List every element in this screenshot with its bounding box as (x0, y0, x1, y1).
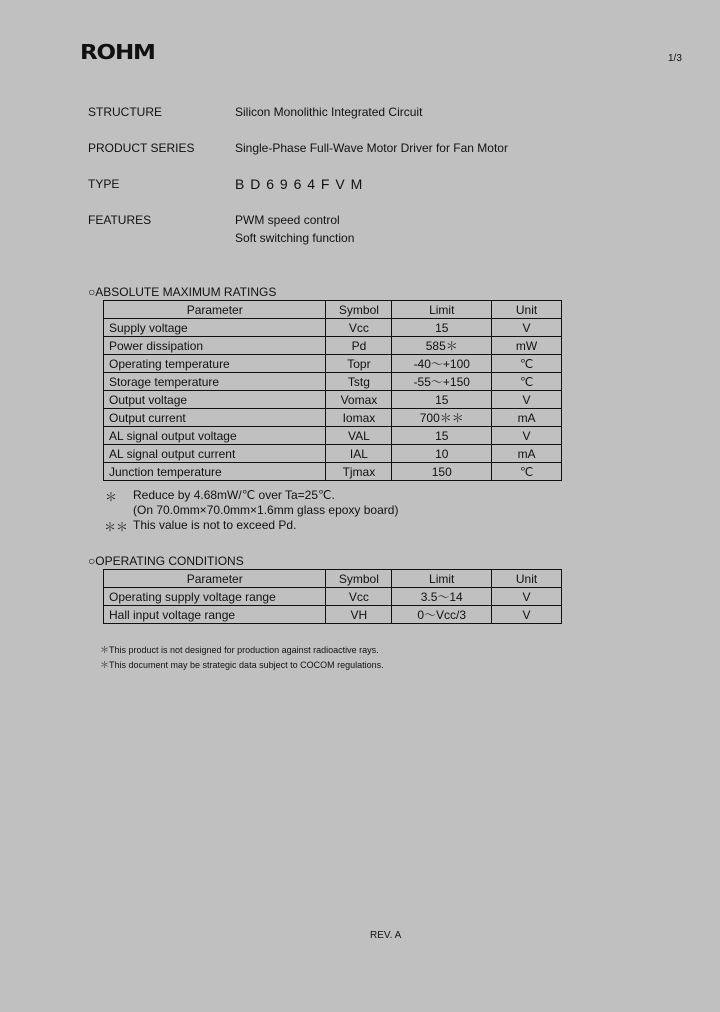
param-cell: AL signal output current (104, 445, 326, 463)
unit-cell: ℃ (492, 355, 562, 373)
col-symbol: Symbol (326, 570, 392, 588)
unit-cell: mW (492, 337, 562, 355)
symbol-cell: IAL (326, 445, 392, 463)
symbol-cell: VH (326, 606, 392, 624)
col-unit: Unit (492, 301, 562, 319)
unit-cell: ℃ (492, 463, 562, 481)
col-symbol: Symbol (326, 301, 392, 319)
limit-cell: 585＊ (392, 337, 492, 355)
param-cell: Junction temperature (104, 463, 326, 481)
table-row (104, 355, 562, 373)
limit-cell: 0～Vcc/3 (392, 606, 492, 624)
table-row (104, 373, 562, 391)
structure-label: STRUCTURE (88, 105, 162, 119)
features-value-2: Soft switching function (235, 231, 355, 245)
features-value-1: PWM speed control (235, 213, 340, 227)
param-cell: Power dissipation (104, 337, 326, 355)
unit-cell: V (492, 319, 562, 337)
type-label: TYPE (88, 177, 120, 191)
table-row (104, 319, 562, 337)
series-value: Single-Phase Full-Wave Motor Driver for Fan Motor (235, 141, 508, 155)
symbol-cell: Vcc (326, 319, 392, 337)
note-1b: (On 70.0mm×70.0mm×1.6mm glass epoxy board) (133, 503, 399, 517)
table-row (104, 463, 562, 481)
note-2: This value is not to exceed Pd. (133, 518, 297, 532)
col-limit: Limit (392, 570, 492, 588)
col-limit: Limit (392, 301, 492, 319)
table-row (104, 337, 562, 355)
limit-cell: 700＊＊ (392, 409, 492, 427)
limit-cell: -55～+150 (392, 373, 492, 391)
unit-cell: ℃ (492, 373, 562, 391)
param-cell: AL signal output voltage (104, 427, 326, 445)
note-1: Reduce by 4.68mW/℃ over Ta=25℃. (133, 488, 335, 502)
symbol-cell: Tstg (326, 373, 392, 391)
structure-value: Silicon Monolithic Integrated Circuit (235, 105, 423, 119)
limit-cell: 150 (392, 463, 492, 481)
series-label: PRODUCT SERIES (88, 141, 195, 155)
rohm-logo: ROHM (80, 40, 155, 64)
op-cond-title: ○OPERATING CONDITIONS (88, 554, 244, 568)
param-cell: Output voltage (104, 391, 326, 409)
col-parameter: Parameter (104, 301, 326, 319)
note-2-mark: ＊＊ (104, 520, 129, 534)
disclaimer-2: ＊This document may be strategic data subject to COCOM regulations. (100, 660, 384, 670)
page-number: 1/3 (668, 53, 682, 64)
unit-cell: V (492, 391, 562, 409)
limit-cell: 10 (392, 445, 492, 463)
table-header (104, 570, 562, 588)
unit-cell: mA (492, 409, 562, 427)
table-row (104, 445, 562, 463)
unit-cell: mA (492, 445, 562, 463)
symbol-cell: Vomax (326, 391, 392, 409)
table-row (104, 427, 562, 445)
table-row (104, 409, 562, 427)
abs-max-table (103, 300, 562, 481)
param-cell: Storage temperature (104, 373, 326, 391)
param-cell: Output current (104, 409, 326, 427)
unit-cell: V (492, 606, 562, 624)
revision: REV. A (370, 930, 402, 941)
note-1-mark: ＊ (105, 490, 118, 504)
type-value: B D 6 9 6 4 F V M (235, 176, 364, 192)
limit-cell: 15 (392, 319, 492, 337)
table-row (104, 588, 562, 606)
limit-cell: 3.5～14 (392, 588, 492, 606)
limit-cell: 15 (392, 427, 492, 445)
col-unit: Unit (492, 570, 562, 588)
limit-cell: -40～+100 (392, 355, 492, 373)
symbol-cell: VAL (326, 427, 392, 445)
param-cell: Hall input voltage range (104, 606, 326, 624)
unit-cell: V (492, 588, 562, 606)
symbol-cell: Pd (326, 337, 392, 355)
symbol-cell: Vcc (326, 588, 392, 606)
op-cond-table (103, 569, 562, 624)
col-parameter: Parameter (104, 570, 326, 588)
table-header (104, 301, 562, 319)
disclaimer-1: ＊This product is not designed for production against radioactive rays. (100, 645, 379, 655)
param-cell: Supply voltage (104, 319, 326, 337)
symbol-cell: Topr (326, 355, 392, 373)
abs-max-title: ○ABSOLUTE MAXIMUM RATINGS (88, 285, 277, 299)
table-row (104, 606, 562, 624)
param-cell: Operating temperature (104, 355, 326, 373)
param-cell: Operating supply voltage range (104, 588, 326, 606)
unit-cell: V (492, 427, 562, 445)
features-label: FEATURES (88, 213, 152, 227)
symbol-cell: Iomax (326, 409, 392, 427)
limit-cell: 15 (392, 391, 492, 409)
table-row (104, 391, 562, 409)
symbol-cell: Tjmax (326, 463, 392, 481)
